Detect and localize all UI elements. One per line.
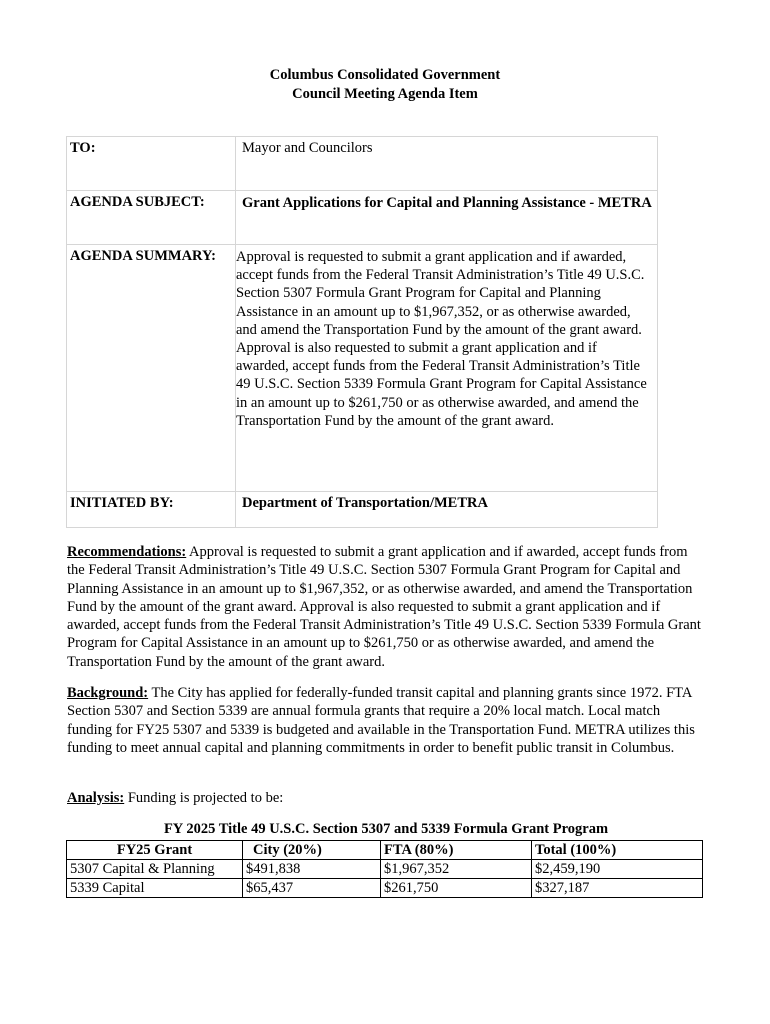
header-city: City (20%) bbox=[243, 841, 381, 860]
background-section bbox=[67, 684, 703, 757]
agenda-info-table bbox=[66, 136, 658, 528]
government-name: Columbus Consolidated Government bbox=[269, 67, 501, 83]
subject-value: Grant Applications for Capital and Planning Assistance - METRA bbox=[236, 191, 658, 245]
initiated-label: INITIATED BY: bbox=[67, 492, 236, 528]
table-row bbox=[67, 860, 703, 879]
recommendations-text: Approval is requested to submit a grant application and if awarded, accept funds from the Federal Transit Administration’s Title 49 U.S.C. Section 5307 Formula Grant Program for Capital and Planning Assistance in an amount up to $1,967,352, or as otherwise awarded, and amend the Transportation Fund by the amount of the grant award. Approval is also requested to submit a grant application and if awarded, accept funds from the Federal Transit Administration’s Title 49 U.S.C. Section 5339 Formula Grant Program for Capital Assistance in an amount up to $261,750 or as otherwise awarded, and amend the Transportation Fund by the amount of the grant award. bbox=[67, 544, 701, 670]
city-cell: $491,838 bbox=[243, 860, 381, 879]
document-header bbox=[0, 66, 770, 104]
analysis-section bbox=[67, 789, 703, 807]
grant-table bbox=[66, 840, 703, 898]
recommendations-heading: Recommendations: bbox=[67, 544, 187, 560]
summary-value: Approval is requested to submit a grant application and if awarded, accept funds from the Federal Transit Administration’s Title 49 U.S.C. Section 5307 Formula Grant Program for Capital and Planning Assistance in an amount up to $1,967,352, or as otherwise awarded, and amend the Transportation Fund by the amount of the grant award. Approval is also requested to submit a grant application and if awarded, accept funds from the Federal Transit Administration’s Title 49 U.S.C. Section 5339 Formula Grant Program for Capital Assistance in an amount up to $261,750 or as otherwise awarded, and amend the Transportation Fund by the amount of the grant award. bbox=[236, 245, 658, 492]
table-row bbox=[67, 879, 703, 898]
initiated-row bbox=[67, 492, 658, 528]
to-value: Mayor and Councilors bbox=[236, 137, 658, 191]
total-cell: $2,459,190 bbox=[532, 860, 703, 879]
document-title: Council Meeting Agenda Item bbox=[292, 86, 478, 102]
header-total: Total (100%) bbox=[532, 841, 703, 860]
grant-name-cell: 5307 Capital & Planning bbox=[67, 860, 243, 879]
fta-cell: $261,750 bbox=[381, 879, 532, 898]
total-cell: $327,187 bbox=[532, 879, 703, 898]
subject-row bbox=[67, 191, 658, 245]
grant-table-title: FY 2025 Title 49 U.S.C. Section 5307 and 5339 Formula Grant Program bbox=[163, 821, 609, 837]
background-text: The City has applied for federally-funded transit capital and planning grants since 1972. FTA Section 5307 and Section 5339 are annual formula grants that require a 20% local match. Local match funding for FY25 5307 and 5339 is budgeted and available in the Transportation Fund. METRA utilizes this funding to meet annual capital and planning commitments in order to benefit public transit in Columbus. bbox=[67, 685, 695, 756]
analysis-text: Funding is projected to be: bbox=[124, 790, 284, 806]
summary-row bbox=[67, 245, 658, 492]
background-heading: Background: bbox=[67, 685, 149, 701]
recommendations-section bbox=[67, 543, 703, 671]
grant-name-cell: 5339 Capital bbox=[67, 879, 243, 898]
grant-table-header-row bbox=[67, 841, 703, 860]
header-fy25-grant: FY25 Grant bbox=[67, 841, 243, 860]
analysis-heading: Analysis: bbox=[67, 790, 125, 806]
city-cell: $65,437 bbox=[243, 879, 381, 898]
summary-label: AGENDA SUMMARY: bbox=[67, 245, 236, 492]
initiated-value: Department of Transportation/METRA bbox=[236, 492, 658, 528]
subject-label: AGENDA SUBJECT: bbox=[67, 191, 236, 245]
fta-cell: $1,967,352 bbox=[381, 860, 532, 879]
header-fta: FTA (80%) bbox=[381, 841, 532, 860]
to-row bbox=[67, 137, 658, 191]
to-label: TO: bbox=[67, 137, 236, 191]
